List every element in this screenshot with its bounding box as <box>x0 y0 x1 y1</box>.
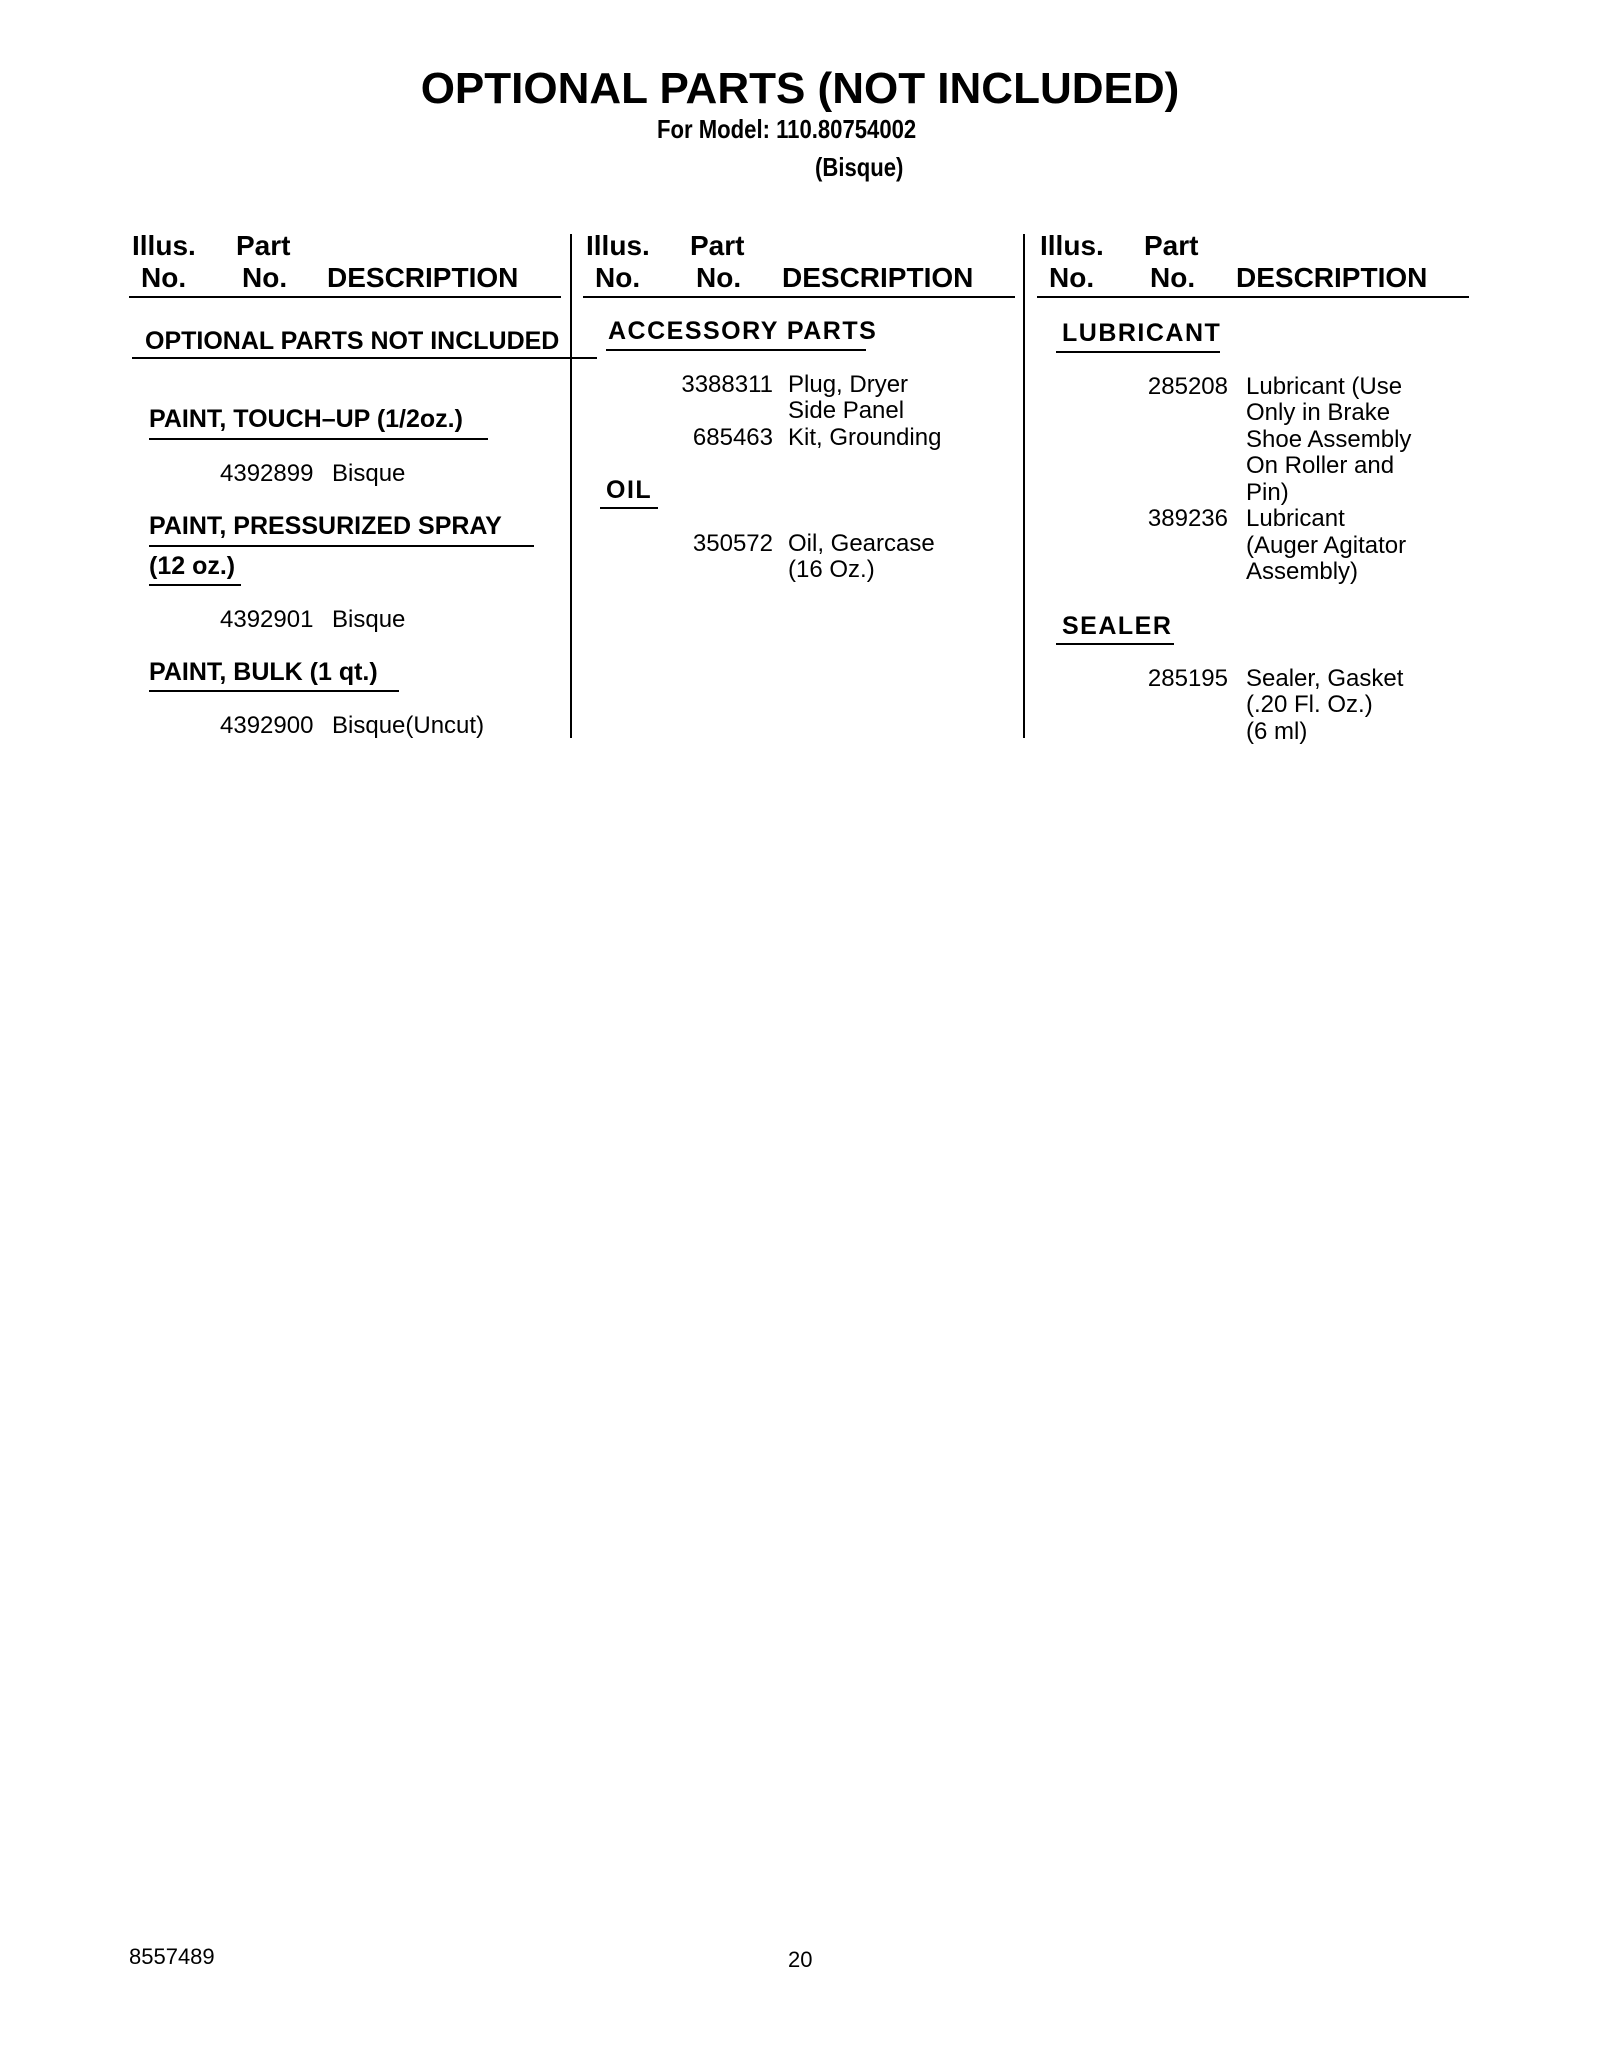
group-rule <box>149 690 399 692</box>
group-heading-spray: PAINT, PRESSURIZED SPRAY <box>149 512 502 540</box>
part-description: Oil, Gearcase <box>788 530 935 557</box>
section-heading-optional-parts: OPTIONAL PARTS NOT INCLUDED <box>145 327 560 355</box>
part-description: Lubricant (Use <box>1246 373 1403 400</box>
header-part: Part <box>236 230 291 261</box>
header-rule <box>1037 296 1469 298</box>
header-part: Part <box>690 230 745 261</box>
document-number: 8557489 <box>129 1944 215 1969</box>
part-number: 350572 <box>692 530 773 557</box>
part-number: 389236 <box>1147 505 1228 532</box>
header-illus: Illus. <box>1040 230 1104 261</box>
part-description: Side Panel <box>788 397 905 424</box>
header-no: No. <box>1049 262 1095 293</box>
section-rule <box>606 349 866 351</box>
page-title: OPTIONAL PARTS (NOT INCLUDED) <box>420 64 1180 113</box>
header-no: No. <box>1150 262 1196 293</box>
part-number: 4392899 <box>220 460 314 487</box>
part-number: 4392901 <box>220 606 314 633</box>
part-number: 3388311 <box>681 371 773 398</box>
column-divider <box>570 234 572 738</box>
header-rule <box>583 296 1015 298</box>
group-rule <box>149 584 241 586</box>
part-description: (.20 Fl. Oz.) <box>1246 691 1373 718</box>
part-description: (6 ml) <box>1246 718 1308 745</box>
header-description: DESCRIPTION <box>1236 262 1428 293</box>
part-description: Kit, Grounding <box>788 424 942 451</box>
header-illus: Illus. <box>132 230 196 261</box>
part-description: Assembly) <box>1246 558 1359 585</box>
group-rule <box>149 438 488 440</box>
header-description: DESCRIPTION <box>327 262 519 293</box>
part-description: Pin) <box>1246 479 1289 506</box>
part-description: (Auger Agitator <box>1246 532 1407 559</box>
group-rule <box>149 545 534 547</box>
header-illus: Illus. <box>586 230 650 261</box>
part-description: Bisque <box>332 606 406 633</box>
section-heading-oil: OIL <box>606 476 653 504</box>
section-heading-accessory: ACCESSORY PARTS <box>608 317 878 345</box>
column-divider <box>1023 234 1025 738</box>
section-rule <box>1056 643 1174 645</box>
part-description: Plug, Dryer <box>788 371 909 398</box>
header-part: Part <box>1144 230 1199 261</box>
part-description: Only in Brake <box>1246 399 1391 426</box>
model-line: For Model: 110.80754002 <box>657 114 917 144</box>
group-heading-spray-size: (12 oz.) <box>149 552 236 580</box>
section-heading-lubricant: LUBRICANT <box>1062 319 1222 347</box>
part-description: (16 Oz.) <box>788 556 875 583</box>
header-description: DESCRIPTION <box>782 262 974 293</box>
header-no: No. <box>595 262 641 293</box>
part-description: Bisque(Uncut) <box>332 712 485 739</box>
section-rule <box>1056 351 1220 353</box>
section-heading-sealer: SEALER <box>1062 612 1173 640</box>
group-heading-touch-up: PAINT, TOUCH–UP (1/2oz.) <box>149 405 463 433</box>
page-number: 20 <box>788 1947 813 1972</box>
part-number: 685463 <box>692 424 773 451</box>
header-no: No. <box>696 262 742 293</box>
header-rule <box>129 296 561 298</box>
header-no: No. <box>141 262 187 293</box>
section-rule <box>132 357 597 359</box>
part-description: Sealer, Gasket <box>1246 665 1404 692</box>
part-description: On Roller and <box>1246 452 1395 479</box>
part-description: Lubricant <box>1246 505 1345 532</box>
part-number: 285208 <box>1147 373 1228 400</box>
part-number: 285195 <box>1147 665 1228 692</box>
group-heading-bulk: PAINT, BULK (1 qt.) <box>149 658 378 686</box>
color-line: (Bisque) <box>815 152 904 182</box>
section-rule <box>600 507 658 509</box>
part-description: Bisque <box>332 460 406 487</box>
header-no: No. <box>242 262 288 293</box>
part-description: Shoe Assembly <box>1246 426 1412 453</box>
part-number: 4392900 <box>220 712 314 739</box>
